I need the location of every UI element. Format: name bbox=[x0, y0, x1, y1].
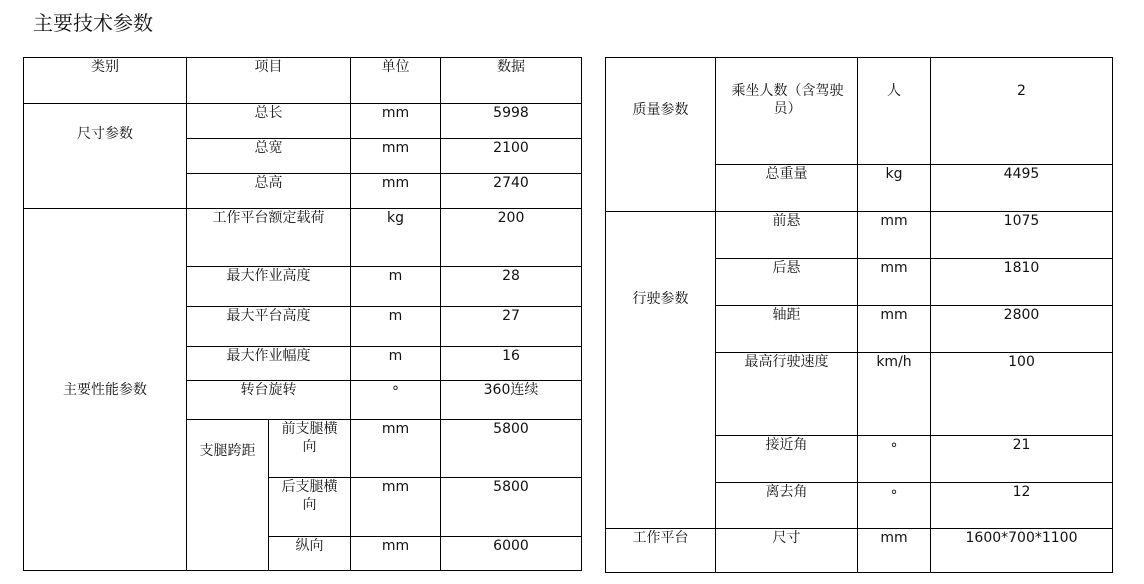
row-item: 总高 bbox=[187, 174, 351, 209]
row-unit: mm bbox=[351, 478, 441, 537]
table-row bbox=[606, 212, 1113, 259]
row-unit: km/h bbox=[858, 353, 931, 436]
row-value: 28 bbox=[441, 267, 582, 307]
row-value: 12 bbox=[931, 483, 1113, 529]
row-unit: m bbox=[351, 267, 441, 307]
row-value: 2100 bbox=[441, 139, 582, 174]
group-label-platform: 工作平台 bbox=[606, 529, 716, 573]
row-item: 尺寸 bbox=[716, 529, 858, 573]
row-unit: mm bbox=[351, 537, 441, 571]
table-row bbox=[24, 209, 582, 267]
table-row bbox=[606, 58, 1113, 165]
row-value: 360连续 bbox=[441, 381, 582, 420]
row-item: 总长 bbox=[187, 104, 351, 139]
row-value: 1600*700*1100 bbox=[931, 529, 1113, 573]
row-value: 6000 bbox=[441, 537, 582, 571]
row-value: 2800 bbox=[931, 306, 1113, 353]
header-category: 类别 bbox=[24, 58, 187, 104]
row-item: 总重量 bbox=[716, 165, 858, 212]
row-unit: mm bbox=[858, 306, 931, 353]
spec-table-right bbox=[605, 57, 1113, 573]
header-item: 项目 bbox=[187, 58, 351, 104]
row-unit: mm bbox=[351, 420, 441, 478]
row-item: 总宽 bbox=[187, 139, 351, 174]
row-item: 转台旋转 bbox=[187, 381, 351, 420]
group-label-size: 尺寸参数 bbox=[24, 104, 187, 209]
row-unit: 人 bbox=[858, 58, 931, 165]
row-item: 后悬 bbox=[716, 259, 858, 306]
row-item: 前支腿横向 bbox=[269, 420, 351, 478]
row-value: 21 bbox=[931, 436, 1113, 483]
row-unit: ° bbox=[858, 436, 931, 483]
row-item: 接近角 bbox=[716, 436, 858, 483]
row-value: 200 bbox=[441, 209, 582, 267]
row-unit: kg bbox=[351, 209, 441, 267]
header-unit: 单位 bbox=[351, 58, 441, 104]
row-value: 1075 bbox=[931, 212, 1113, 259]
row-unit: mm bbox=[858, 259, 931, 306]
row-unit: mm bbox=[351, 139, 441, 174]
row-unit: mm bbox=[858, 212, 931, 259]
row-item: 最大作业高度 bbox=[187, 267, 351, 307]
row-value: 100 bbox=[931, 353, 1113, 436]
spec-table-left bbox=[23, 57, 582, 571]
row-unit: mm bbox=[858, 529, 931, 573]
row-unit: m bbox=[351, 307, 441, 347]
group-label-driving: 行驶参数 bbox=[606, 212, 716, 529]
row-item: 后支腿横向 bbox=[269, 478, 351, 537]
table-row bbox=[24, 104, 582, 139]
row-item: 最高行驶速度 bbox=[716, 353, 858, 436]
row-value: 5998 bbox=[441, 104, 582, 139]
table-row bbox=[606, 529, 1113, 573]
page-title: 主要技术参数 bbox=[33, 11, 153, 35]
row-value: 5800 bbox=[441, 478, 582, 537]
header-data: 数据 bbox=[441, 58, 582, 104]
row-item: 乘坐人数（含驾驶员） bbox=[716, 58, 858, 165]
row-unit: kg bbox=[858, 165, 931, 212]
group-label-mass: 质量参数 bbox=[606, 58, 716, 212]
row-value: 16 bbox=[441, 347, 582, 381]
row-unit: mm bbox=[351, 104, 441, 139]
row-value: 27 bbox=[441, 307, 582, 347]
header-row bbox=[24, 58, 582, 104]
row-item: 工作平台额定载荷 bbox=[187, 209, 351, 267]
row-unit: ° bbox=[351, 381, 441, 420]
row-value: 1810 bbox=[931, 259, 1113, 306]
group-label-performance: 主要性能参数 bbox=[24, 209, 187, 571]
row-item: 前悬 bbox=[716, 212, 858, 259]
row-value: 2 bbox=[931, 58, 1113, 165]
row-item: 纵向 bbox=[269, 537, 351, 571]
row-value: 4495 bbox=[931, 165, 1113, 212]
row-item: 最大平台高度 bbox=[187, 307, 351, 347]
row-value: 5800 bbox=[441, 420, 582, 478]
row-item: 最大作业幅度 bbox=[187, 347, 351, 381]
row-item: 离去角 bbox=[716, 483, 858, 529]
row-unit: ° bbox=[858, 483, 931, 529]
row-item: 轴距 bbox=[716, 306, 858, 353]
row-value: 2740 bbox=[441, 174, 582, 209]
row-unit: mm bbox=[351, 174, 441, 209]
sub-group-label-outrigger: 支腿跨距 bbox=[187, 420, 269, 571]
row-unit: m bbox=[351, 347, 441, 381]
